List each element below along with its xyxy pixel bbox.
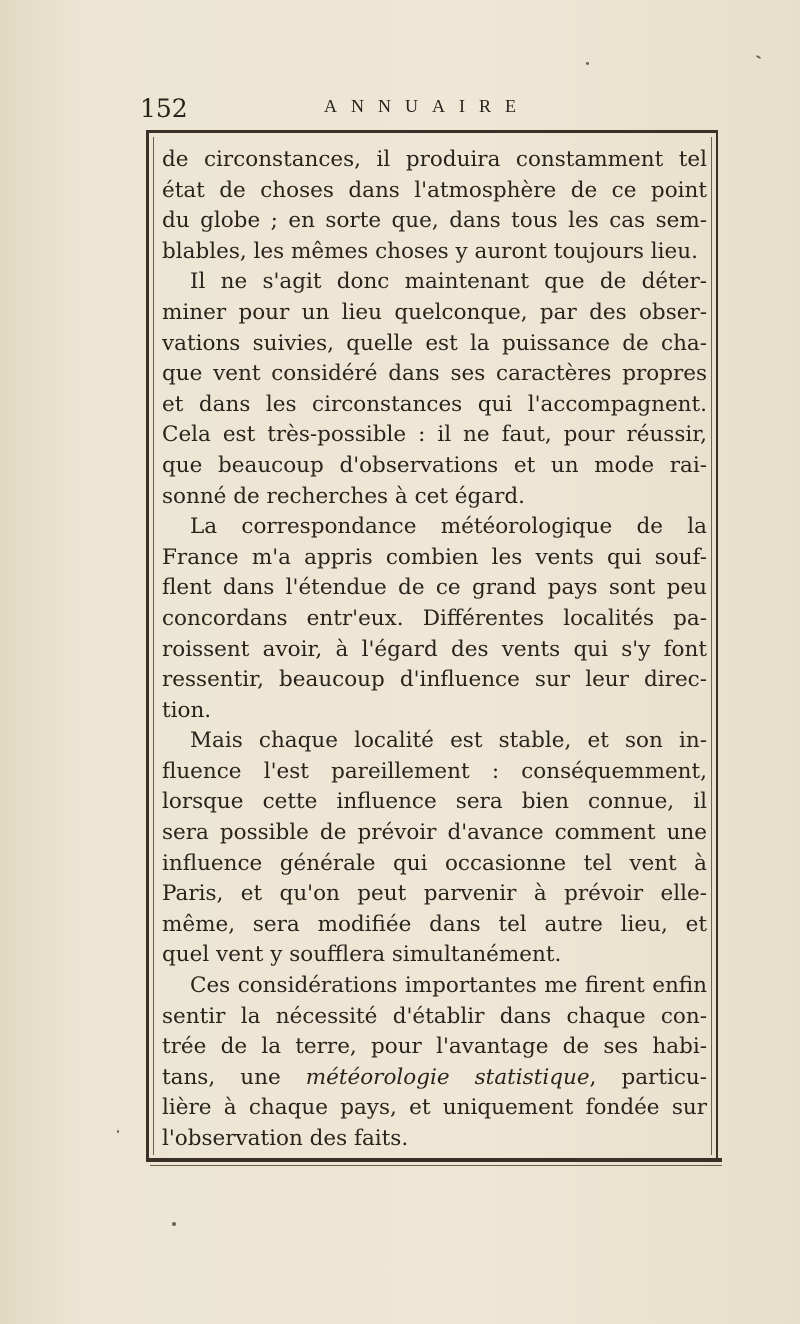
text-line: de circonstances, il produira constamment tel [162, 147, 707, 172]
frame-bottom-rule [146, 1158, 722, 1162]
text-line: La correspondance météorologique de la [190, 514, 707, 540]
text-line: Ces considérations importantes me firent enfin [190, 973, 707, 999]
italic-term: météorologie statistique [305, 1064, 590, 1090]
text-line: fluence l'est pareillement : conséquemment, [162, 758, 707, 784]
text-line: roissent avoir, à l'égard des vents qui s'y font [162, 636, 707, 662]
text-line: blables, les mêmes choses y auront toujours lieu. [162, 238, 698, 264]
text-line: vations suivies, quelle est la puissance de cha- [162, 330, 707, 356]
text-line: état de choses dans l'atmosphère de ce point [162, 177, 707, 203]
text-line: miner pour un lieu quelconque, par des obser- [162, 299, 707, 325]
text-line: l'observation des faits. [162, 1126, 409, 1151]
paper-speck [586, 62, 589, 65]
text-line: tion. [162, 697, 212, 723]
frame-bottom-rule-thin [150, 1165, 722, 1166]
text-line: concordans entr'eux. Différentes localités pa- [162, 605, 707, 631]
text-line: ressentir, beaucoup d'influence sur leur direc- [162, 667, 707, 693]
paper-speck [172, 1222, 176, 1226]
text-line: Il ne s'agit donc maintenant que de déter- [190, 269, 707, 295]
text-line: sentir la nécessité d'établir dans chaque con- [162, 1003, 707, 1029]
text-line: Mais chaque localité est stable, et son in- [190, 728, 707, 754]
page-number: 152 [140, 94, 188, 123]
text-line: sera possible de prévoir d'avance comment une [162, 820, 707, 846]
text-line: flent dans l'étendue de ce grand pays sont peu [162, 575, 707, 601]
text-line: lorsque cette influence sera bien connue, il [162, 789, 707, 815]
running-title: ANNUAIRE [324, 96, 530, 116]
text-line: sonné de recherches à cet égard. [162, 483, 525, 509]
text-line: tans, une météorologie statistique, particu- [162, 1064, 707, 1090]
text-line: influence générale qui occasionne tel vent à [162, 850, 707, 876]
text-line: même, sera modifiée dans tel autre lieu, et [162, 911, 707, 937]
text-line: du globe ; en sorte que, dans tous les cas sem- [162, 208, 707, 234]
text-line: France m'a appris combien les vents qui souf- [162, 544, 707, 570]
text-line: Cela est très-possible : il ne faut, pour réussir, [162, 422, 707, 448]
text-line: que vent considéré dans ses caractères propres [162, 361, 707, 387]
body-text [162, 145, 707, 1155]
paper-speck [117, 1130, 119, 1133]
running-header [140, 94, 720, 124]
text-line: Paris, et qu'on peut parvenir à prévoir elle- [162, 881, 707, 907]
paper-speck [756, 55, 761, 59]
text-line: et dans les circonstances qui l'accompagnent. [162, 391, 707, 417]
text-line: lière à chaque pays, et uniquement fondée sur [162, 1095, 707, 1121]
text-line: que beaucoup d'observations et un mode rai- [162, 452, 707, 478]
text-line: trée de la terre, pour l'avantage de ses habi- [162, 1034, 707, 1060]
text-line: quel vent y soufflera simultanément. [162, 942, 562, 968]
